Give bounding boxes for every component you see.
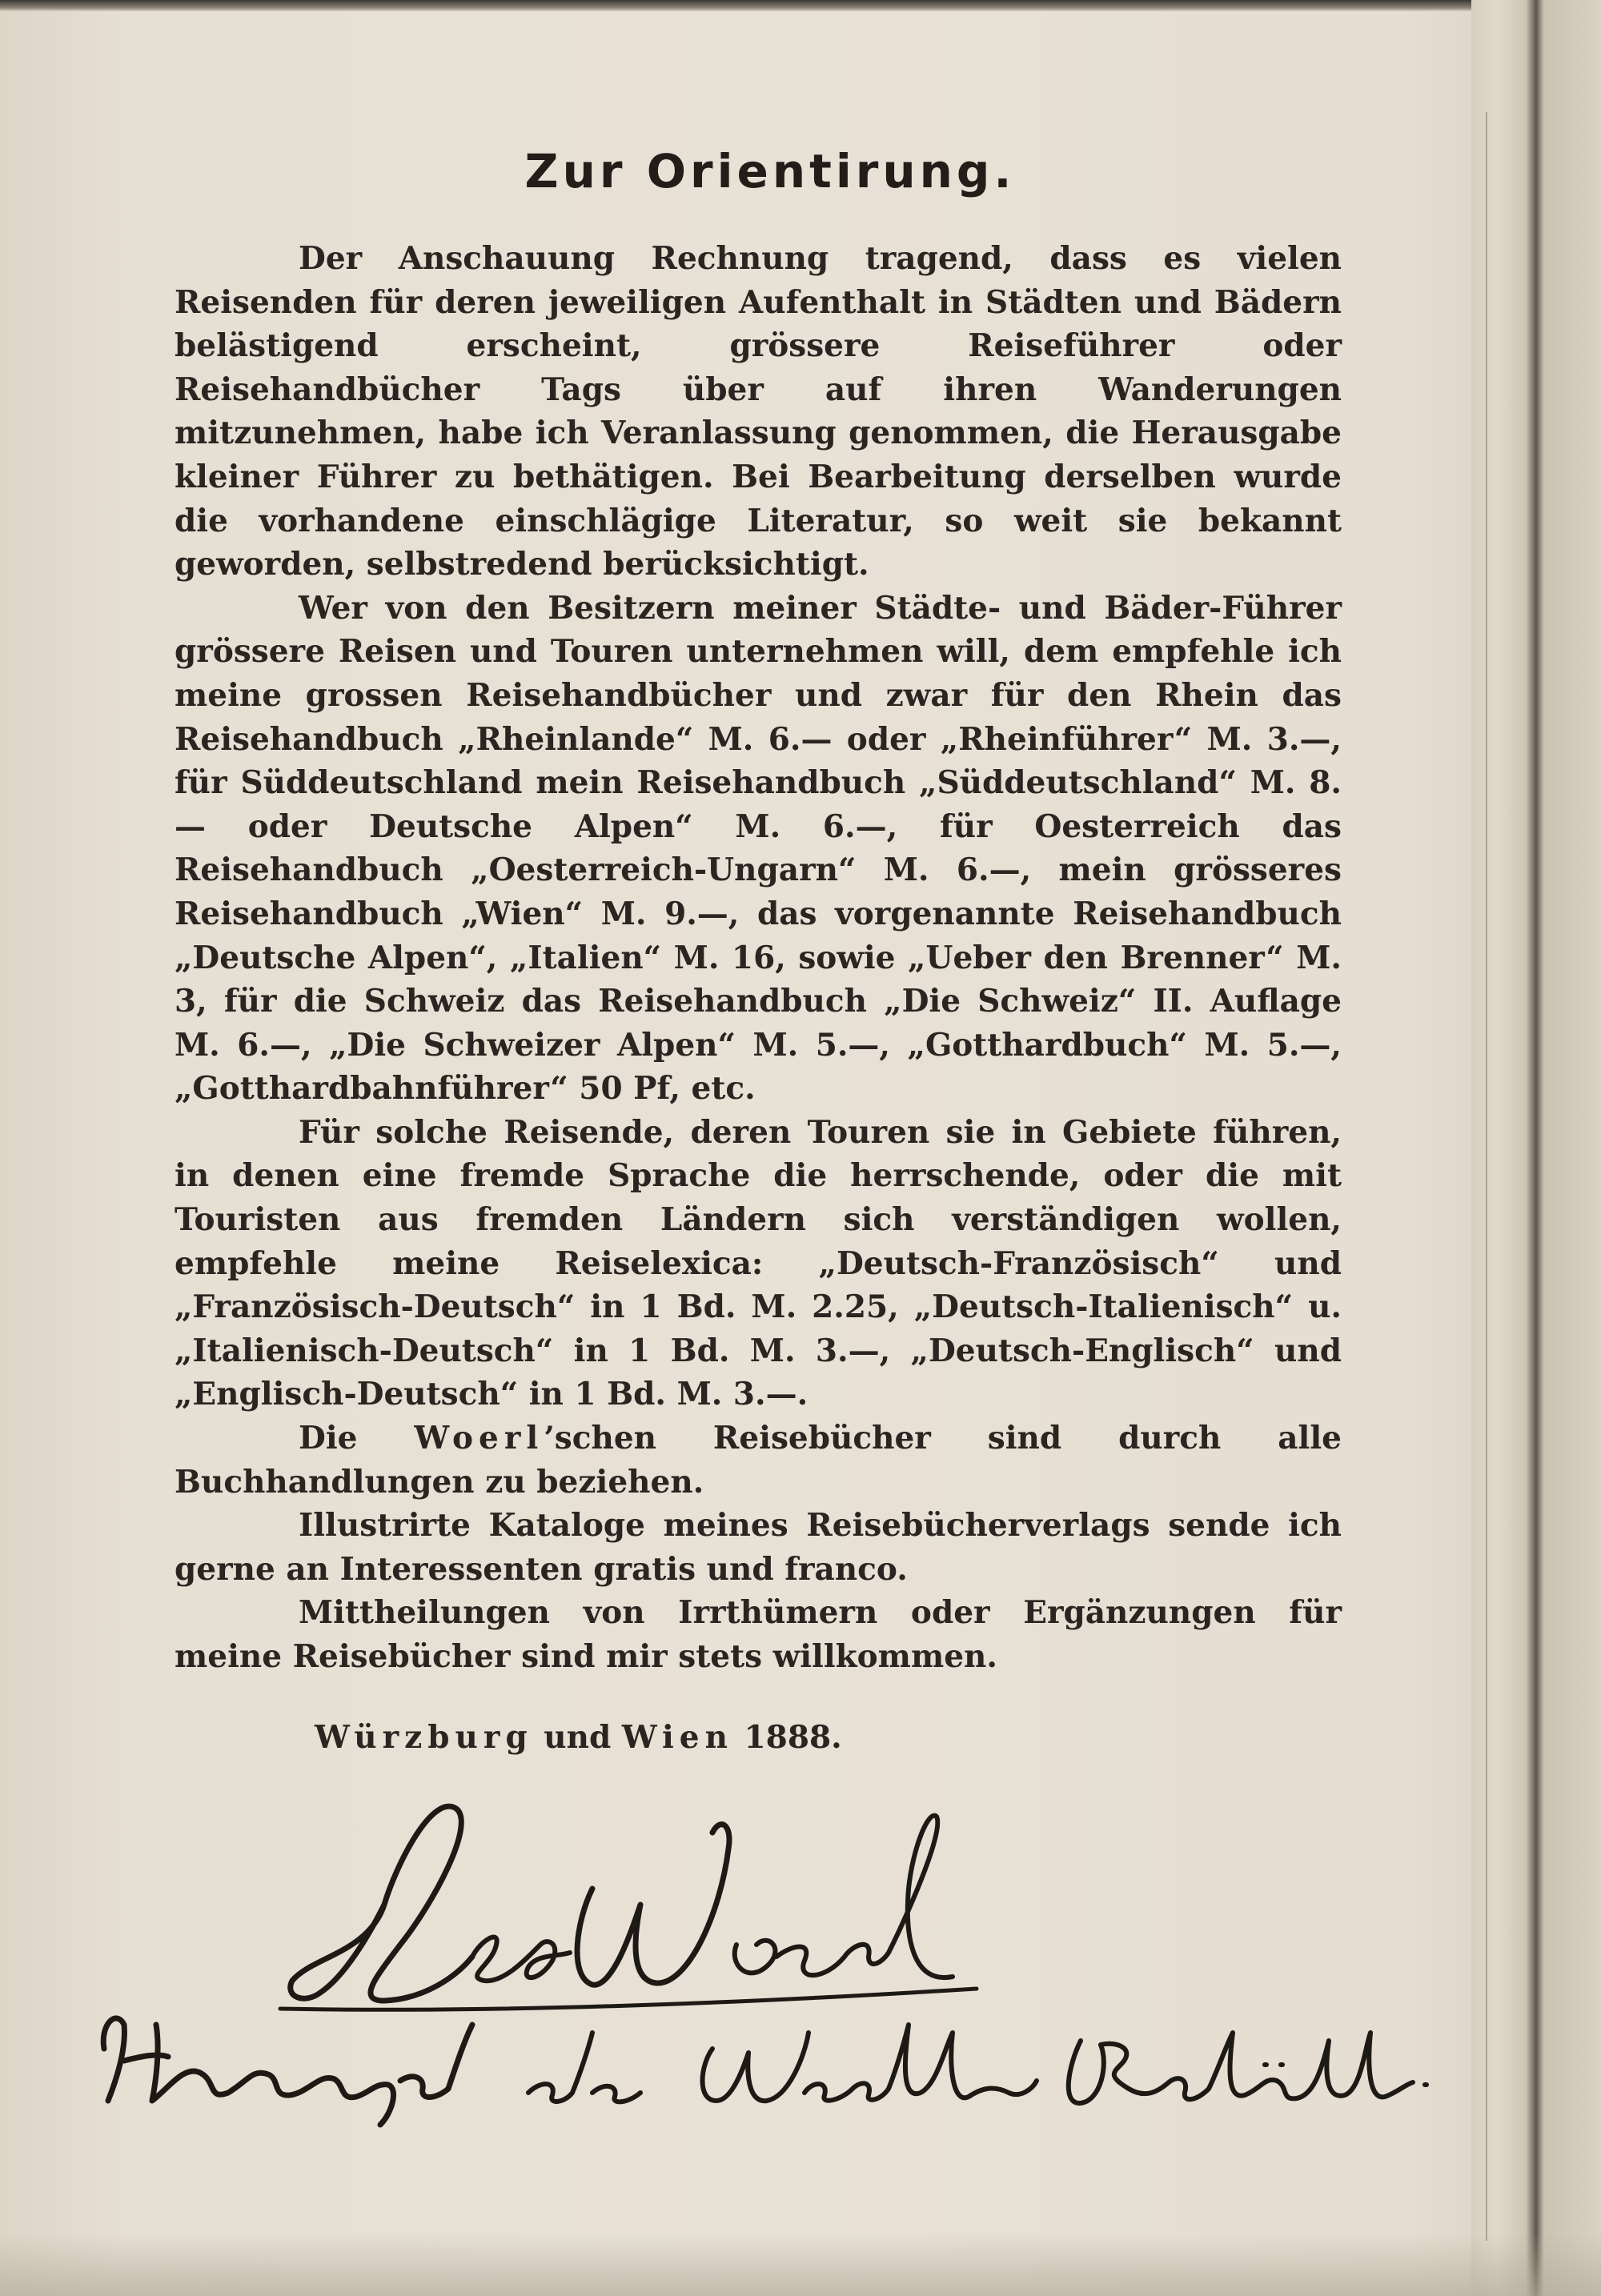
page-content: [175, 144, 1342, 1756]
signature-stroke-oerl: [735, 1816, 953, 1977]
signature-stroke-woerlschen: [703, 2025, 1037, 2101]
paragraph-corrections: Mittheilungen von Irrthümern oder Ergänzungen für meine Reisebücher sind mir stets willkommen.: [175, 1594, 1342, 1675]
availability-post: ’schen Reisebücher sind durch alle Buchhandlungen zu beziehen.: [175, 1420, 1342, 1501]
page-top-edge: [0, 0, 1601, 11]
paragraph-catalogue: Illustrirte Kataloge meines Reisebücherverlags sende ich gerne an Interessenten gratis und franco.: [175, 1507, 1342, 1588]
place-conjunction: und: [532, 1718, 622, 1756]
signature-stroke-W: [577, 1825, 729, 1985]
signature-stroke-eo: [472, 1937, 570, 1981]
place-and-date: [175, 1719, 1342, 1756]
book-spine-edge: [1471, 0, 1601, 2296]
page-bottom-shade: [0, 2233, 1601, 2296]
paragraph-availability: [175, 1416, 1342, 1504]
paragraph-travel-guides: Wer von den Besitzern meiner Städte- und Bäder-Führer grössere Reisen und Touren unternehmen will, dem empfehle ich meine grossen Reisehandbücher und zwar für den Rhein das Reisehandbuch „Rheinlande“ M. 6.— oder „Rheinführer“ M. 3.—, für Süddeutschland mein Reisehandbuch „Süddeutschland“ M. 8.— oder Deutsche Alpen“ M. 6.—, für Oesterreich das Reisehandbuch „Oesterreich-Ungarn“ M. 6.—, mein grösseres Reisehandbuch „Wien“ M. 9.—, das vorgenannte Reisehandbuch „Deutsche Alpen“, „Italien“ M. 16, sowie „Ueber den Brenner“ M. 3, für die Schweiz das Reisehandbuch „Die Schweiz“ II. Auflage M. 6.—, „Die Schweizer Alpen“ M. 5.—, „Gotthardbuch“ M. 5.—, „Gotthardbahnführer“ 50 Pf, etc.: [175, 589, 1342, 1108]
place-wuerzburg: Würzburg: [315, 1718, 533, 1756]
publisher-name: Woerl: [414, 1420, 544, 1457]
signature-drawing: [80, 1785, 1441, 2129]
page-title: Zur Orientirung.: [524, 144, 1016, 198]
signature-stroke-der: [528, 2033, 640, 2102]
place-wien: Wien: [621, 1718, 733, 1756]
signature-stroke-herausgeber: [103, 2018, 472, 2125]
paragraph-dictionaries: Für solche Reisende, deren Touren sie in Gebiete führen, in denen eine fremde Sprache die herrschende, oder die mit Touristen aus fremden Ländern sich verständigen wollen, empfehle meine Reiselexica: „Deutsch-Französisch“ und „Französisch-Deutsch“ in 1 Bd. M. 2.25, „Deutsch-Italienisch“ u. „Italienisch-Deutsch“ in 1 Bd. M. 3.—, „Deutsch-Englisch“ und „Englisch-Deutsch“ in 1 Bd. M. 3.—.: [175, 1113, 1342, 1413]
signature-stroke-reisehandbuecher: [1069, 2033, 1413, 2103]
signature-stroke-L: [291, 1806, 472, 2001]
closing-year: 1888.: [732, 1718, 842, 1756]
availability-pre: Die: [299, 1420, 415, 1457]
signature-dots: [1265, 2065, 1426, 2085]
paragraph-intro: Der Anschauung Rechnung tragend, dass es vielen Reisenden für deren jeweiligen Aufenthalt in Städten und Bädern belästigend erscheint, grössere Reiseführer oder Reisehandbücher Tags über auf ihren Wanderungen mitzunehmen, habe ich Veranlassung genommen, die Herausgabe kleiner Führer zu bethätigen. Bei Bearbeitung derselben wurde die vorhandene einschlägige Literatur, so weit sie bekannt geworden, selbstredend berücksichtigt.: [175, 240, 1342, 583]
handwritten-signature: [80, 1785, 1441, 2129]
page-fold-line: [1486, 112, 1487, 2241]
